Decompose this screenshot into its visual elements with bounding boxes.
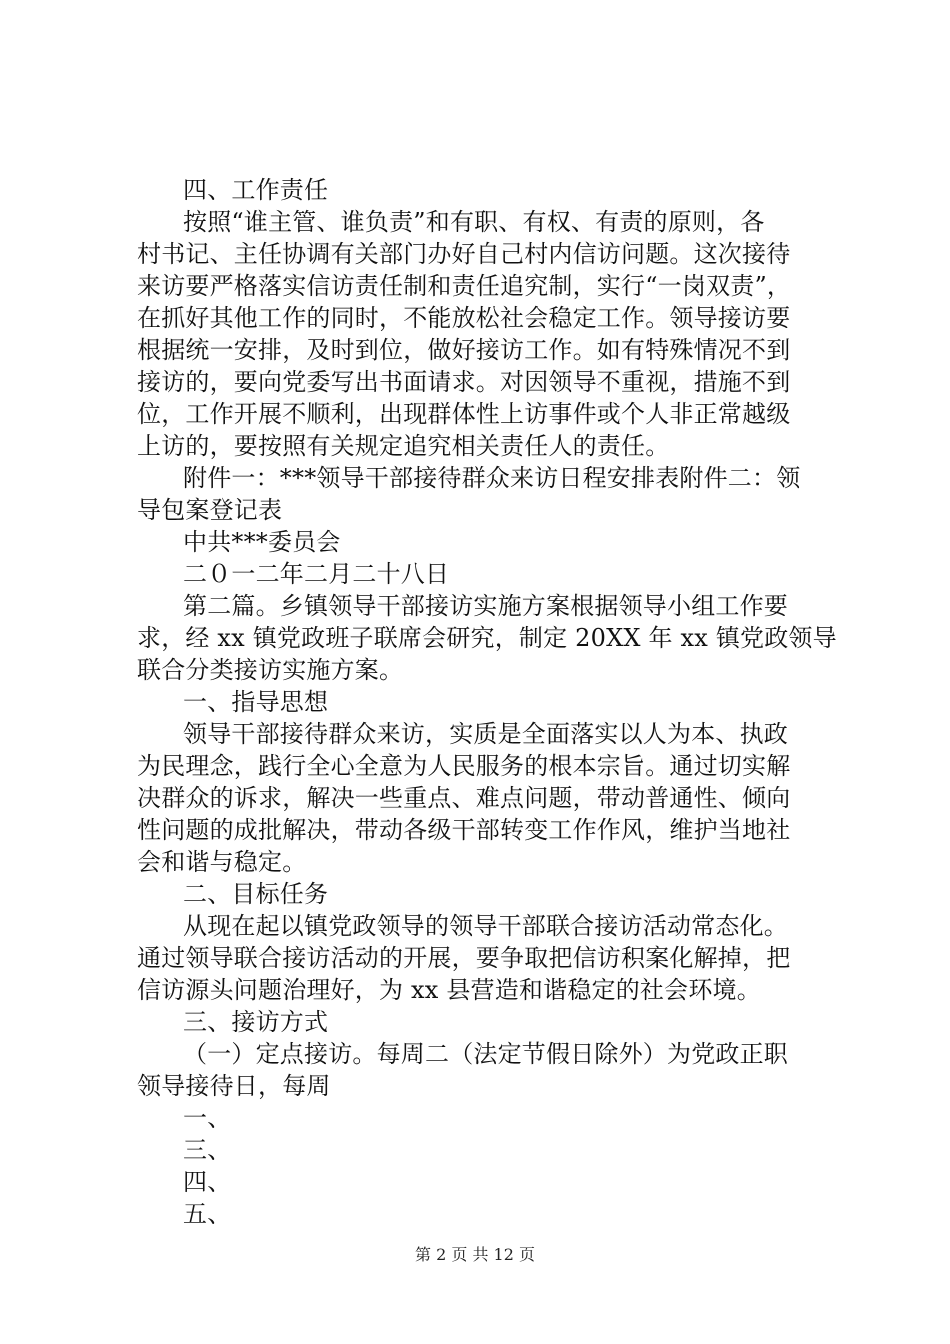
text-line: 四、工作责任: [183, 176, 329, 204]
text-line: 会和谐与稳定。: [137, 848, 307, 876]
page-footer: 第 2 页 共 12 页: [415, 1245, 535, 1264]
text-line: 二、目标任务: [183, 880, 329, 908]
text-line: 按照“谁主管、谁负责”和有职、有权、有责的原则，各: [183, 208, 765, 236]
text-line: 信访源头问题治理好，为 xx 县营造和谐稳定的社会环境。: [137, 976, 761, 1004]
document-body: [137, 174, 837, 1230]
text-line: 根据统一安排，及时到位，做好接访工作。如有特殊情况不到: [137, 336, 791, 364]
text-line: 联合分类接访实施方案。: [137, 656, 404, 684]
text-line: 一、: [183, 1104, 232, 1132]
text-line: 在抓好其他工作的同时，不能放松社会稳定工作。领导接访要: [137, 304, 791, 332]
text-line: 决群众的诉求，解决一些重点、难点问题，带动普通性、倾向: [137, 784, 791, 812]
text-line: 二０一二年二月二十八日: [183, 560, 450, 588]
text-line: 四、: [183, 1168, 232, 1196]
text-line: 位，工作开展不顺利，出现群体性上访事件或个人非正常越级: [137, 400, 791, 428]
text-line: （一）定点接访。每周二（法定节假日除外）为党政正职: [183, 1040, 788, 1068]
text-line: 来访要严格落实信访责任制和责任追究制，实行“一岗双责”，: [137, 272, 792, 300]
text-line: 第二篇。乡镇领导干部接访实施方案根据领导小组工作要: [183, 592, 788, 620]
text-line: 村书记、主任协调有关部门办好自己村内信访问题。这次接待: [137, 240, 791, 268]
text-line: 附件一：***领导干部接待群众来访日程安排表附件二：领: [183, 464, 801, 492]
text-line: 领导干部接待群众来访，实质是全面落实以人为本、执政: [183, 720, 788, 748]
text-line: 求，经 xx 镇党政班子联席会研究，制定 20XX 年 xx 镇党政领导: [137, 624, 837, 652]
text-line: 通过领导联合接访活动的开展，要争取把信访积案化解掉，把: [137, 944, 791, 972]
text-line: 上访的，要按照有关规定追究相关责任人的责任。: [137, 432, 670, 460]
text-line: 中共***委员会: [183, 528, 341, 556]
text-line: 一、指导思想: [183, 688, 329, 716]
text-line: 三、: [183, 1136, 232, 1164]
text-line: 从现在起以镇党政领导的领导干部联合接访活动常态化。: [183, 912, 788, 940]
text-line: 三、接访方式: [183, 1008, 329, 1036]
text-line: 性问题的成批解决，带动各级干部转变工作作风，维护当地社: [137, 816, 791, 844]
text-line: 为民理念，践行全心全意为人民服务的根本宗旨。通过切实解: [137, 752, 791, 780]
text-line: 领导接待日，每周: [137, 1072, 331, 1100]
text-line: 导包案登记表: [137, 496, 283, 524]
text-line: 五、: [183, 1200, 232, 1228]
text-line: 接访的，要向党委写出书面请求。对因领导不重视，措施不到: [137, 368, 791, 396]
